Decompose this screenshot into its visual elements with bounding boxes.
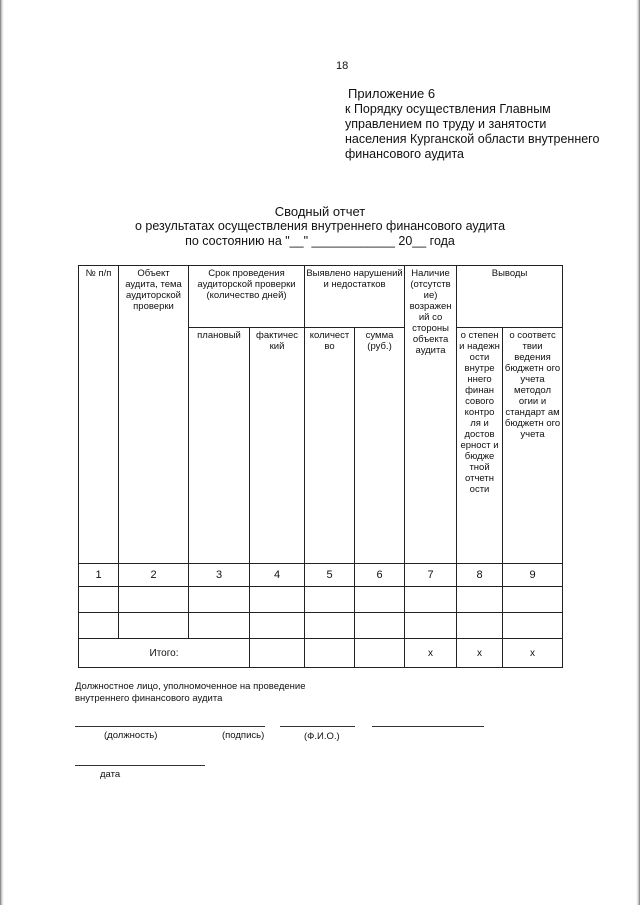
appendix-title: Приложение 6: [348, 86, 436, 101]
col-header-conclusion-reliability: о степен и надежн ости внутре ннего финан сового контро ля и достов ерност и бюдже тной отчетн ости: [457, 328, 503, 564]
table-cell: [405, 613, 457, 639]
position-caption: (должность): [104, 730, 158, 741]
table-cell: [305, 587, 355, 613]
col-header-found-sum: сумма (руб.): [355, 328, 405, 564]
column-number: 2: [119, 564, 189, 587]
col-header-found: Выявлено нарушений и недостатков: [305, 266, 405, 328]
table-cell: [250, 613, 305, 639]
scan-right-edge: [636, 0, 640, 905]
appendix-line: управлением по труду и занятости: [345, 117, 547, 131]
report-date-line: по состоянию на "__" ____________ 20__ года: [185, 234, 455, 248]
column-number: 4: [250, 564, 305, 587]
appendix-line: финансового аудита: [345, 147, 464, 161]
report-table: [78, 265, 563, 668]
name-caption: (Ф.И.О.): [304, 731, 340, 742]
position-underline: [75, 726, 265, 727]
responsible-person-text: Должностное лицо, уполномоченное на проведение внутреннего финансового аудита: [75, 681, 306, 704]
table-cell: [119, 587, 189, 613]
date-underline: [75, 765, 205, 766]
column-number: 7: [405, 564, 457, 587]
column-number: 9: [503, 564, 563, 587]
total-label: Итого:: [79, 639, 250, 668]
table-cell: [355, 587, 405, 613]
table-cell: [189, 613, 250, 639]
report-title: Сводный отчет: [274, 204, 366, 219]
table-cell: [457, 613, 503, 639]
col-header-period: Срок проведения аудиторской проверки (количество дней): [189, 266, 305, 328]
appendix-line: населения Курганской области внутреннего: [345, 132, 600, 146]
column-number-row: [79, 564, 563, 587]
table-cell: [355, 613, 405, 639]
table-cell: [355, 639, 405, 668]
table-row: [79, 613, 563, 639]
table-cell: [305, 639, 355, 668]
table-cell: [189, 587, 250, 613]
table-cell: [503, 587, 563, 613]
total-mark: x: [405, 639, 457, 668]
appendix-block: [345, 86, 625, 162]
col-header-conclusions: Выводы: [457, 266, 563, 328]
signature-underline: [280, 726, 355, 727]
table-cell: [250, 639, 305, 668]
column-number: 1: [79, 564, 119, 587]
col-header-object: Объект аудита, тема аудиторской проверки: [119, 266, 189, 564]
date-caption: дата: [100, 769, 121, 780]
page-number: 18: [336, 60, 349, 72]
column-number: 6: [355, 564, 405, 587]
col-header-found-count: количест во: [305, 328, 355, 564]
report-subtitle: о результатах осуществления внутреннего финансового аудита: [134, 219, 506, 233]
report-heading: [110, 204, 530, 249]
name-underline: [372, 726, 484, 727]
column-number: 3: [189, 564, 250, 587]
col-header-objections: Наличие (отсутств ие) возражен ий со стороны объекта аудита: [405, 266, 457, 564]
col-header-conclusion-compliance: о соответс твии ведения бюджетн ого учета методол огии и стандарт ам бюджетн ого учета: [503, 328, 563, 564]
col-header-period-planned: плановый: [189, 328, 250, 564]
table-cell: [457, 587, 503, 613]
column-number: 5: [305, 564, 355, 587]
scan-left-edge: [0, 0, 4, 905]
table-cell: [79, 587, 119, 613]
table-cell: [119, 613, 189, 639]
col-header-num: № п/п: [79, 266, 119, 564]
column-number: 8: [457, 564, 503, 587]
total-mark: x: [457, 639, 503, 668]
table-row: [79, 587, 563, 613]
table-cell: [405, 587, 457, 613]
table-cell: [305, 613, 355, 639]
signature-caption: (подпись): [222, 730, 265, 741]
table-cell: [79, 613, 119, 639]
col-header-period-actual: фактичес кий: [250, 328, 305, 564]
table-cell: [503, 613, 563, 639]
total-row: [79, 639, 563, 668]
table-cell: [250, 587, 305, 613]
appendix-line: к Порядку осуществления Главным: [345, 102, 551, 116]
total-mark: x: [503, 639, 563, 668]
